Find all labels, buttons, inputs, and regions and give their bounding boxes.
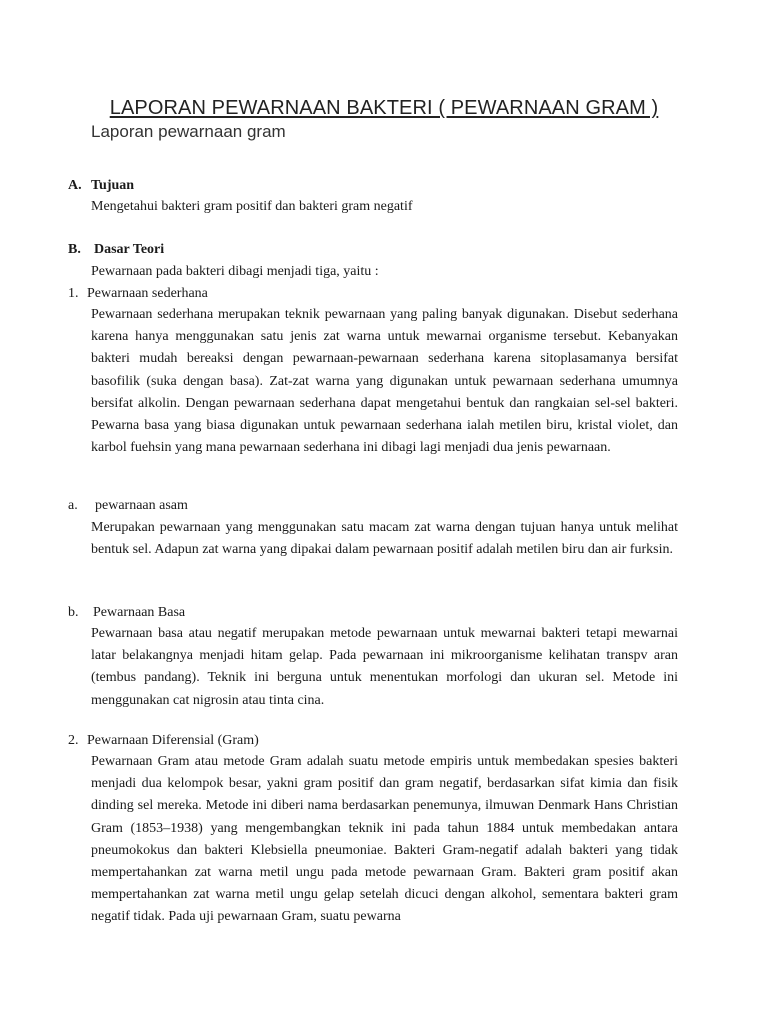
document-title: LAPORAN PEWARNAAN BAKTERI ( PEWARNAAN GRAM ) xyxy=(109,97,659,119)
section-b-intro: Pewarnaan pada bakteri dibagi menjadi tiga, yaitu : xyxy=(91,264,379,279)
item-b-paragraph: Pewarnaan basa atau negatif merupakan metode pewarnaan untuk mewarnai bakteri tetapi mewarnai latar belakangnya menjadi hitam gelap. Pada pewarnaan ini mikroorganisme kelihatan transpv aran (tembus pandang). Teknik ini berguna untuk menentukan morfologi dan ukuran sel. Metode ini menggunakan cat nigrosin atau tinta cina. xyxy=(91,626,678,708)
section-b-marker: B. xyxy=(68,242,81,257)
item-b-marker: b. xyxy=(68,605,79,620)
item-a-marker: a. xyxy=(68,498,78,513)
item-2-paragraph: Pewarnaan Gram atau metode Gram adalah suatu metode empiris untuk membedakan spesies bakteri menjadi dua kelompok besar, yakni gram positif dan gram negatif, berdasarkan sifat kimia dan fisik dinding sel mereka. Metode ini diberi nama berdasarkan penemunya, ilmuwan Denmark Hans Christian Gram (1853–1938) yang mengembangkan teknik ini pada tahun 1884 untuk membedakan antara pneumokokus dan bakteri Klebsiella pneumoniae. Bakteri Gram-negatif adalah bakteri yang tidak mempertahankan zat warna metil ungu pada metode pewarnaan Gram. Bakteri gram positif akan mempertahankan zat warna metil ungu gelap setelah dicuci dengan alkohol, sementara bakteri gram negatif tidak. Pada uji pewarnaan Gram, suatu pewarna xyxy=(91,754,678,925)
section-b-heading: Dasar Teori xyxy=(94,242,165,257)
document-subtitle: Laporan pewarnaan gram xyxy=(91,122,286,141)
item-1-paragraph: Pewarnaan sederhana merupakan teknik pewarnaan yang paling banyak digunakan. Disebut sederhana karena hanya menggunakan satu jenis zat warna untuk mewarnai organisme tersebut. Kebanyakan bakteri mudah bereaksi dengan pewarnaan-pewarnaan sederhana karena sitoplasamanya bersifat basofilik (suka dengan basa). Zat-zat warna yang digunakan untuk pewarnaan sederhana umumnya bersifat alkolin. Dengan pewarnaan sederhana dapat mengetahui bentuk dan rangkaian sel-sel bakteri. Pewarna basa yang biasa digunakan untuk pewarnaan sederhana ialah metilen biru, kristal violet, dan karbol fuehsin yang mana pewarnaan sederhana ini dibagi lagi menjadi dua jenis pewarnaan. xyxy=(91,307,678,456)
item-b-heading: Pewarnaan Basa xyxy=(93,605,186,620)
item-2-heading: Pewarnaan Diferensial (Gram) xyxy=(87,733,259,748)
section-a-text: Mengetahui bakteri gram positif dan bakteri gram negatif xyxy=(91,199,413,214)
section-a-heading: Tujuan xyxy=(91,178,135,193)
item-2-marker: 2. xyxy=(68,733,79,748)
item-1-heading: Pewarnaan sederhana xyxy=(87,286,208,301)
item-1-marker: 1. xyxy=(68,286,79,301)
item-a-paragraph: Merupakan pewarnaan yang menggunakan satu macam zat warna dengan tujuan hanya untuk melihat bentuk sel. Adapun zat warna yang dipakai dalam pewarnaan positif adalah metilen biru dan air furksin. xyxy=(91,520,678,558)
section-a-marker: A. xyxy=(68,178,82,193)
item-a-heading: pewarnaan asam xyxy=(95,498,188,513)
